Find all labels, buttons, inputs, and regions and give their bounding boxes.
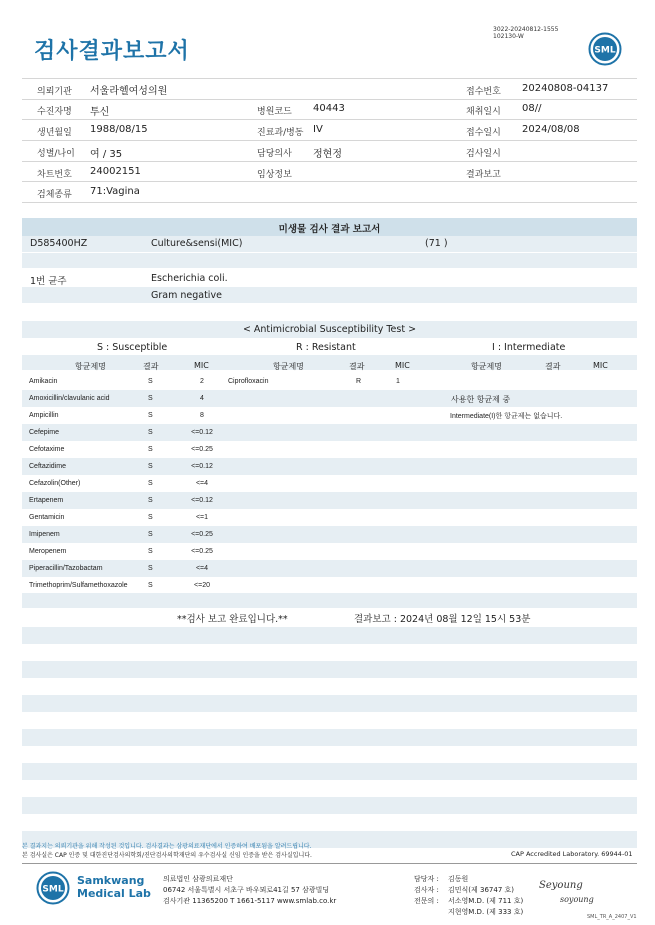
divider [22,181,637,182]
divider [22,78,637,79]
result-report-label: 결과보고 [466,170,501,180]
dept-label: 진료과/병동 [257,128,304,138]
row-band [22,627,637,644]
ast-drug: Trimethoprim/Sulfamethoxazole [29,582,128,589]
ast-mic: <=0.25 [191,531,213,538]
test-code: D585400HZ [30,238,88,249]
ast-mic: 4 [200,395,204,402]
svg-text:SML: SML [42,884,64,895]
ast-result: S [148,446,153,453]
ast-mid-drug: Ciprofloxacin [228,378,269,385]
institution-value: 서울라헬여성의원 [90,86,168,97]
report-time: 결과보고 : 2024년 08월 12일 15시 53분 [354,614,531,625]
col-mic-header: MIC [395,361,410,370]
organism-name: Escherichia coli. [151,273,228,284]
staff-role: 담당자 : [414,875,439,883]
row-band [22,729,637,746]
row-band [22,424,637,441]
col-mic-header: MIC [194,361,209,370]
ast-mid-result: R [356,378,362,385]
row-band [22,390,637,407]
staff-name: 김민식(제 36747 호) [448,886,514,894]
birth-label: 생년월일 [37,128,72,138]
row-band [22,492,637,509]
test-name: Culture&sensi(MIC) [151,238,243,249]
col-result-header: 결과 [143,362,159,371]
report-complete: **검사 보고 완료입니다.** [177,614,288,625]
doctor-label: 담당의사 [257,149,292,159]
section-title: 미생물 검사 결과 보고서 [278,224,381,235]
legend-resistant: R : Resistant [296,342,356,353]
ast-drug: Amoxicillin/clavulanic acid [29,395,110,402]
ast-drug: Ceftazidime [29,463,66,470]
col-drug-header: 항균제명 [75,362,106,371]
form-code: SML_TR_A_2407_V1 [587,914,637,920]
ast-mid-mic: 1 [396,378,400,385]
signature: soyoung [560,895,594,904]
organism-label: 1번 균주 [30,276,67,287]
col-drug-header: 항균제명 [471,362,502,371]
staff-name: 김동원 [448,875,469,883]
ast-mic: <=4 [195,565,209,572]
sml-logo-icon [588,32,622,66]
ast-mic: <=4 [195,480,209,487]
ast-result: S [148,429,153,436]
ast-title: < Antimicrobial Susceptibility Test > [242,324,417,335]
ast-drug: Meropenem [29,548,67,555]
row-band [22,593,637,608]
ast-result: S [148,548,153,555]
ast-result: S [148,497,153,504]
ast-result: S [148,531,153,538]
ast-drug: Piperacillin/Tazobactam [29,565,103,572]
divider [22,99,637,100]
report-code: 3022-20240812-1555 [493,26,559,33]
disclaimer-line-2: 본 검사실은 CAP 인증 및 대한진단검사의학회/진단검사의학재단의 우수검사실 신임 인증을 받은 검사실입니다. [22,852,312,859]
staff-role: 검사자 : [414,886,439,894]
ast-result: S [148,480,153,487]
receipt-no-label: 접수번호 [466,87,501,97]
ast-drug: Cefotaxime [29,446,65,453]
row-band [22,695,637,712]
collect-date-label: 채취일시 [466,107,501,117]
ast-result: S [148,514,153,521]
collect-date-value: 08// [522,103,542,114]
ast-result: S [148,378,153,385]
ast-result: S [148,565,153,572]
sex-age-label: 성별/나이 [37,149,75,159]
company-name-1: Samkwang [77,874,145,887]
cap-accreditation: CAP Accredited Laboratory. 69944-01 [511,850,633,858]
ast-drug: Gentamicin [29,514,65,521]
col-result-header: 결과 [545,362,561,371]
sex-age-value: 여 / 35 [90,149,123,160]
institution-label: 의뢰기관 [37,87,72,97]
name-label: 수진자명 [37,107,72,117]
corp-address: 06742 서울특별시 서초구 바우뫼로41길 57 삼광빌딩 [163,886,330,894]
divider [22,119,637,120]
specimen-label: 검체종류 [37,190,72,200]
receipt-no-value: 20240808-04137 [522,83,609,94]
row-band [22,797,637,814]
ast-mic: <=20 [194,582,210,589]
ast-drug: Imipenem [29,531,60,538]
col-mic-header: MIC [593,361,608,370]
row-band [22,763,637,780]
hospital-code-value: 40443 [313,103,345,114]
ast-drug: Cefazolin(Other) [29,480,81,487]
intermediate-note-1: 사용한 항균제 중 [451,395,511,404]
name-value: 투신 [90,107,110,118]
ast-drug: Cefepime [29,429,59,436]
clinical-label: 임상정보 [257,170,292,180]
doctor-value: 정현정 [313,149,342,160]
specimen-value: 71:Vagina [90,186,140,197]
ast-drug: Amikacin [29,378,58,385]
ast-drug: Ampicillin [29,412,59,419]
receipt-date-label: 접수일시 [466,128,501,138]
corp-contact: 검사기관 11365200 T 1661-5117 www.smlab.co.kr [163,897,337,905]
ast-result: S [148,412,153,419]
row-band [22,287,637,303]
row-band [22,560,637,577]
signature: Seyoung [539,880,583,891]
chart-label: 차트번호 [37,170,72,180]
gram-stain: Gram negative [151,290,222,301]
disclaimer-line-1: 본 결과지는 의뢰기관을 위해 작성된 것입니다. 검사결과는 삼광의료재단에서 인증하여 배포됨을 알려드립니다. [22,843,312,850]
corp-name: 의료법인 삼광의료재단 [163,875,233,883]
report-code-sub: 102130-W [493,33,524,40]
divider [22,140,637,141]
row-band [22,236,637,252]
staff-name: 서소영M.D. (제 711 호) [448,897,524,905]
staff-role: 전문의 : [414,897,439,905]
ast-mic: <=0.12 [191,463,213,470]
dept-value: IV [313,124,323,135]
divider [22,161,637,162]
row-band [22,661,637,678]
ast-result: S [148,463,153,470]
row-band [22,526,637,543]
ast-result: S [148,582,153,589]
ast-mic: <=0.12 [191,429,213,436]
divider [22,202,637,203]
ast-mic: <=0.25 [191,446,213,453]
ast-mic: <=0.12 [191,497,213,504]
legend-intermediate: I : Intermediate [492,342,566,353]
col-drug-header: 항균제명 [273,362,304,371]
birth-value: 1988/08/15 [90,124,148,135]
ast-mic: 2 [200,378,204,385]
svg-text:SML: SML [594,45,616,56]
col-result-header: 결과 [349,362,365,371]
test-number: (71 ) [425,238,448,249]
intermediate-note-2: Intermediate(I)한 항균제는 없습니다. [450,413,563,420]
receipt-date-value: 2024/08/08 [522,124,580,135]
ast-result: S [148,395,153,402]
row-band [22,253,637,268]
staff-name: 지현영M.D. (제 333 호) [448,908,524,916]
report-title: 검사결과보고서 [34,39,190,64]
ast-mic: 8 [200,412,204,419]
ast-mic: <=0.25 [191,548,213,555]
ast-mic: <=1 [195,514,209,521]
sml-footer-logo-icon [36,871,70,905]
test-date-label: 검사일시 [466,149,501,159]
legend-susceptible: S : Susceptible [97,342,168,353]
row-band [22,458,637,475]
chart-value: 24002151 [90,166,141,177]
hospital-code-label: 병원코드 [257,107,292,117]
company-name-2: Medical Lab [77,887,151,900]
ast-drug: Ertapenem [29,497,64,504]
footer-divider [22,863,637,864]
